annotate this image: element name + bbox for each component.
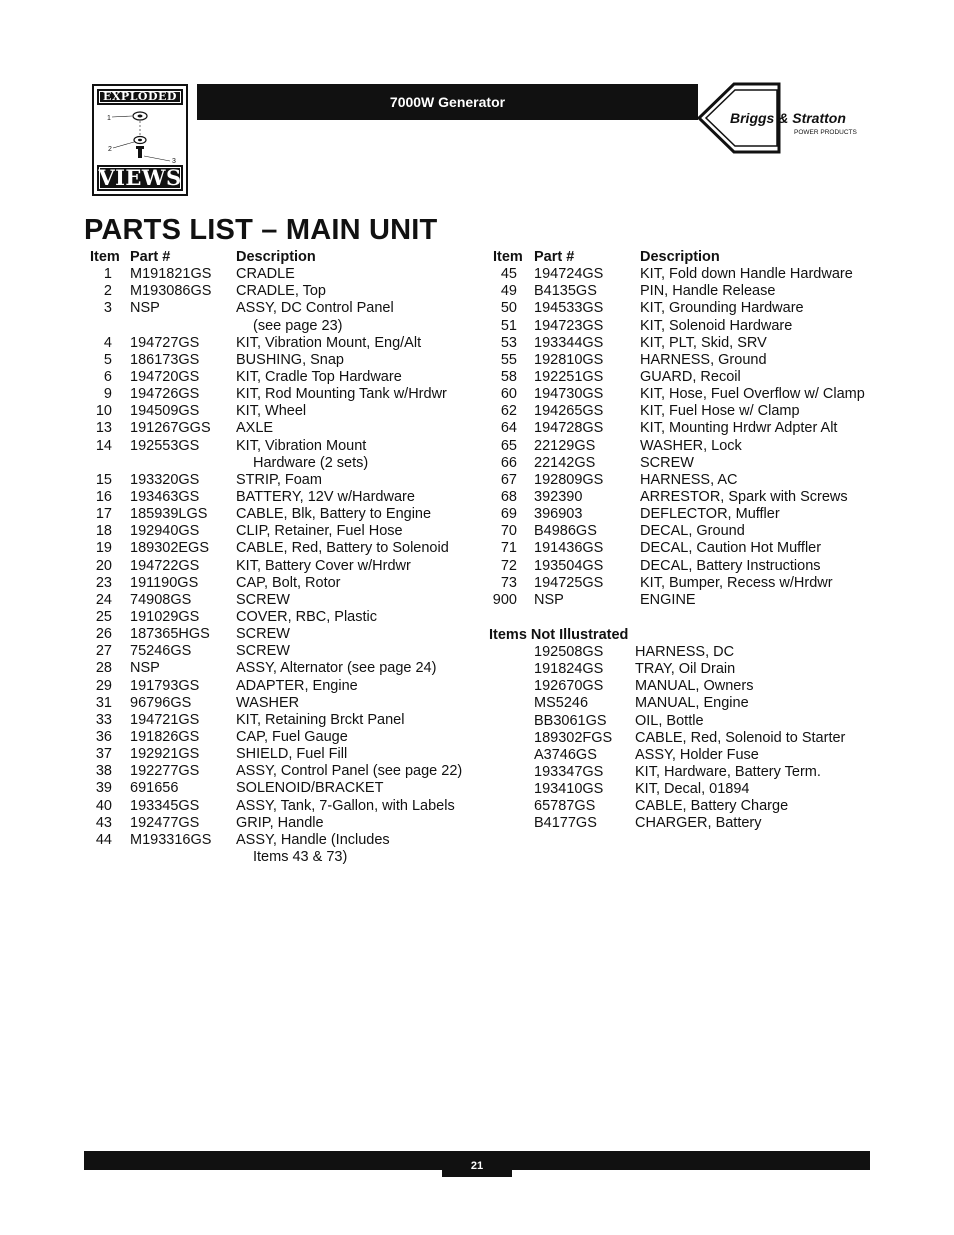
- part-number-cell: M193316GS: [130, 831, 212, 848]
- description-cell: CRADLE: [236, 266, 295, 283]
- description-cell: KIT, Hose, Fuel Overflow w/ Clamp: [640, 386, 865, 403]
- description-cell: CABLE, Red, Battery to Solenoid: [236, 540, 449, 557]
- part-number-cell: M193086GS: [130, 283, 212, 300]
- description-cell: KIT, Grounding Hardware: [640, 300, 804, 317]
- description-cell: Hardware (2 sets): [253, 454, 369, 471]
- part-number-cell: 193320GS: [130, 471, 200, 488]
- description-cell: KIT, Bumper, Recess w/Hrdwr: [640, 574, 833, 591]
- item-cell: 67: [500, 471, 517, 488]
- part-number-cell: 192809GS: [534, 471, 604, 488]
- description-cell: KIT, Wheel: [236, 403, 307, 420]
- table-row-continuation: [0, 849, 470, 866]
- description-cell: ASSY, DC Control Panel: [236, 300, 394, 317]
- page-number: 21: [470, 1160, 484, 1172]
- item-cell: 45: [500, 266, 517, 283]
- table-row: [0, 644, 954, 661]
- table-row: [0, 300, 470, 317]
- item-cell: 13: [95, 420, 112, 437]
- table-row: [0, 506, 470, 523]
- part-number-cell: 194533GS: [534, 300, 604, 317]
- part-number-cell: 194730GS: [534, 386, 604, 403]
- part-number-cell: NSP: [534, 591, 564, 608]
- table-row: [0, 764, 954, 781]
- description-cell: COVER, RBC, Plastic: [236, 608, 377, 625]
- logo-top-text: EXPLODED: [97, 89, 183, 105]
- part-number-cell: 193463GS: [130, 488, 200, 505]
- description-cell: HARNESS, Ground: [640, 351, 767, 368]
- table-row: [0, 592, 470, 609]
- part-number-cell: 194727GS: [130, 334, 200, 351]
- table-row: [470, 540, 954, 557]
- table-row: [470, 386, 954, 403]
- part-number-cell: 192508GS: [534, 644, 604, 660]
- table-row: [0, 747, 954, 764]
- item-cell: 19: [95, 540, 112, 557]
- item-cell: 44: [95, 831, 112, 848]
- table-row-continuation: [0, 318, 470, 335]
- table-row: [0, 730, 954, 747]
- item-cell: 15: [95, 471, 112, 488]
- description-cell: ARRESTOR, Spark with Screws: [640, 488, 848, 505]
- table-row: [0, 626, 470, 643]
- header-item: Item: [90, 249, 120, 265]
- table-row: [0, 781, 954, 798]
- table-row: [0, 678, 954, 695]
- description-cell: HARNESS, DC: [635, 644, 735, 660]
- item-cell: 51: [500, 317, 517, 334]
- table-row: [0, 386, 470, 403]
- description-cell: KIT, Fuel Hose w/ Clamp: [640, 403, 800, 420]
- part-number-cell: 22129GS: [534, 437, 596, 454]
- description-cell: BATTERY, 12V w/Hardware: [236, 488, 415, 505]
- part-number-cell: 22142GS: [534, 454, 596, 471]
- page-number-tab: [442, 1151, 512, 1177]
- item-cell: 33: [95, 711, 112, 728]
- item-cell: 9: [103, 386, 112, 403]
- table-row-continuation: [0, 455, 470, 472]
- description-cell: MANUAL, Owners: [635, 678, 754, 695]
- item-cell: 58: [500, 368, 517, 385]
- table-row: [0, 713, 954, 730]
- part-number-cell: 691656: [130, 780, 179, 797]
- header-bar: [197, 84, 698, 120]
- part-number-cell: 193344GS: [534, 334, 604, 351]
- part-number-cell: A3746GS: [534, 746, 597, 763]
- part-number-cell: 192810GS: [534, 351, 604, 368]
- description-cell: CAP, Bolt, Rotor: [236, 574, 341, 591]
- item-cell: 4: [103, 334, 112, 351]
- description-cell: ASSY, Control Panel (see page 22): [236, 763, 463, 780]
- item-cell: 53: [500, 334, 517, 351]
- parts-table-right: [470, 249, 954, 609]
- table-row: [470, 335, 954, 352]
- description-cell: ASSY, Holder Fuse: [635, 746, 759, 763]
- table-row: [0, 438, 470, 455]
- callout-1: 1: [107, 115, 111, 122]
- part-number-cell: B4986GS: [534, 523, 597, 540]
- header-item: Item: [493, 249, 523, 265]
- part-number-cell: 193504GS: [534, 557, 604, 574]
- table-row: [470, 318, 954, 335]
- item-cell: 65: [500, 437, 517, 454]
- description-cell: KIT, Rod Mounting Tank w/Hrdwr: [236, 386, 447, 403]
- item-cell: 17: [95, 506, 112, 523]
- part-number-cell: 194265GS: [534, 403, 604, 420]
- description-cell: ENGINE: [640, 591, 696, 608]
- description-cell: SHIELD, Fuel Fill: [236, 746, 348, 763]
- description-cell: CABLE, Blk, Battery to Engine: [236, 506, 432, 523]
- part-number-cell: 187365HGS: [130, 626, 210, 643]
- logo-bottom-text: VIEWS: [98, 165, 182, 190]
- table-row: [0, 489, 470, 506]
- description-cell: WASHER: [236, 694, 300, 711]
- item-cell: 24: [95, 591, 112, 608]
- item-cell: 36: [95, 728, 112, 745]
- description-cell: WASHER, Lock: [640, 437, 742, 454]
- table-row: [470, 575, 954, 592]
- item-cell: 26: [95, 626, 112, 643]
- description-cell: ADAPTER, Engine: [236, 677, 358, 694]
- part-number-cell: 96796GS: [130, 694, 192, 711]
- part-number-cell: B4135GS: [534, 283, 597, 300]
- description-cell: TRAY, Oil Drain: [635, 661, 736, 678]
- table-row: [0, 335, 470, 352]
- description-cell: SOLENOID/BRACKET: [236, 780, 384, 797]
- description-cell: Items 43 & 73): [253, 848, 348, 865]
- table-row: [470, 558, 954, 575]
- item-cell: 37: [95, 746, 112, 763]
- description-cell: CHARGER, Battery: [635, 815, 762, 832]
- part-number-cell: 194725GS: [534, 574, 604, 591]
- table-row: [470, 352, 954, 369]
- item-cell: 29: [95, 677, 112, 694]
- item-cell: 64: [500, 420, 517, 437]
- part-number-cell: 392390: [534, 488, 583, 505]
- table-row: [470, 300, 954, 317]
- brand-tagline: POWER PRODUCTS: [794, 129, 857, 136]
- description-cell: GUARD, Recoil: [640, 368, 741, 385]
- description-cell: DEFLECTOR, Muffler: [640, 506, 780, 523]
- table-row: [470, 506, 954, 523]
- part-number-cell: 189302FGS: [534, 729, 613, 746]
- exploded-views-logo: [92, 84, 188, 196]
- table-row: [0, 540, 470, 557]
- part-number-cell: 189302EGS: [130, 540, 210, 557]
- description-cell: CAP, Fuel Gauge: [236, 728, 348, 745]
- description-cell: CRADLE, Top: [236, 283, 326, 300]
- part-number-cell: 191267GGS: [130, 420, 211, 437]
- table-row: [0, 832, 470, 849]
- description-cell: KIT, Fold down Handle Hardware: [640, 266, 853, 283]
- description-cell: KIT, Decal, 01894: [635, 781, 750, 798]
- item-cell: 23: [95, 574, 112, 591]
- part-number-cell: 192921GS: [130, 746, 200, 763]
- part-number-cell: 194723GS: [534, 317, 604, 334]
- description-cell: BUSHING, Snap: [236, 351, 344, 368]
- description-cell: KIT, PLT, Skid, SRV: [640, 334, 767, 351]
- description-cell: AXLE: [236, 420, 274, 437]
- description-cell: OIL, Bottle: [635, 712, 704, 729]
- item-cell: 38: [95, 763, 112, 780]
- description-cell: HARNESS, AC: [640, 471, 738, 488]
- header-description: Description: [640, 249, 720, 265]
- item-cell: 28: [95, 660, 112, 677]
- item-cell: 68: [500, 488, 517, 505]
- not-illustrated-title: Items Not Illustrated: [489, 627, 629, 643]
- item-cell: 3: [103, 300, 112, 317]
- description-cell: GRIP, Handle: [236, 814, 324, 831]
- part-number-cell: NSP: [130, 660, 160, 677]
- header-title: 7000W Generator: [389, 94, 506, 110]
- description-cell: (see page 23): [253, 317, 343, 334]
- header-part: Part #: [130, 249, 171, 265]
- description-cell: KIT, Solenoid Hardware: [640, 317, 793, 334]
- part-number-cell: 191826GS: [130, 728, 200, 745]
- description-cell: SCREW: [236, 643, 290, 660]
- part-number-cell: 396903: [534, 506, 583, 523]
- item-cell: 6: [103, 368, 112, 385]
- description-cell: KIT, Mounting Hrdwr Adpter Alt: [640, 420, 838, 437]
- item-cell: 18: [95, 523, 112, 540]
- table-row: [0, 420, 470, 437]
- item-cell: 5: [103, 351, 112, 368]
- item-cell: 60: [500, 386, 517, 403]
- description-cell: ASSY, Alternator (see page 24): [236, 660, 437, 677]
- part-number-cell: 192940GS: [130, 523, 200, 540]
- item-cell: 40: [95, 797, 112, 814]
- part-number-cell: 191824GS: [534, 661, 604, 678]
- description-cell: PIN, Handle Release: [640, 283, 776, 300]
- description-cell: KIT, Hardware, Battery Term.: [635, 763, 821, 780]
- description-cell: KIT, Retaining Brckt Panel: [236, 711, 405, 728]
- item-cell: 39: [95, 780, 112, 797]
- table-row: [470, 266, 954, 283]
- table-body: [470, 266, 954, 609]
- item-cell: 16: [95, 488, 112, 505]
- part-number-cell: 194720GS: [130, 368, 200, 385]
- table-row: [0, 661, 954, 678]
- callout-2: 2: [108, 146, 112, 153]
- part-number-cell: 194724GS: [534, 266, 604, 283]
- part-number-cell: 192670GS: [534, 678, 604, 695]
- item-cell: 70: [500, 523, 517, 540]
- item-cell: 20: [95, 557, 112, 574]
- item-cell: 71: [500, 540, 517, 557]
- header-description: Description: [236, 249, 316, 265]
- description-cell: SCREW: [640, 454, 694, 471]
- callout-3: 3: [172, 158, 176, 164]
- table-row: [470, 523, 954, 540]
- item-cell: 25: [95, 608, 112, 625]
- part-number-cell: 194726GS: [130, 386, 200, 403]
- part-number-cell: BB3061GS: [534, 712, 607, 729]
- description-cell: KIT, Vibration Mount, Eng/Alt: [236, 334, 422, 351]
- description-cell: CABLE, Battery Charge: [635, 798, 789, 815]
- table-row: [470, 403, 954, 420]
- table-header: [470, 249, 954, 266]
- part-number-cell: B4177GS: [534, 815, 597, 832]
- part-number-cell: 191793GS: [130, 677, 200, 694]
- part-number-cell: NSP: [130, 300, 160, 317]
- table-row: [0, 798, 954, 815]
- item-cell: 50: [500, 300, 517, 317]
- briggs-stratton-logo: [697, 82, 872, 154]
- part-number-cell: 75246GS: [130, 643, 192, 660]
- part-number-cell: 191029GS: [130, 608, 200, 625]
- part-number-cell: 192553GS: [130, 437, 200, 454]
- part-number-cell: 193410GS: [534, 781, 604, 798]
- header-part: Part #: [534, 249, 575, 265]
- table-row: [470, 455, 954, 472]
- part-number-cell: 192477GS: [130, 814, 200, 831]
- description-cell: KIT, Vibration Mount: [236, 437, 367, 454]
- item-cell: 73: [500, 574, 517, 591]
- description-cell: MANUAL, Engine: [635, 695, 749, 712]
- part-number-cell: 194509GS: [130, 403, 200, 420]
- table-row: [0, 283, 470, 300]
- table-row: [0, 352, 470, 369]
- table-row: [470, 592, 954, 609]
- page-title: PARTS LIST – MAIN UNIT: [84, 214, 438, 246]
- table-header: [0, 249, 470, 266]
- item-cell: 66: [500, 454, 517, 471]
- item-cell: 10: [95, 403, 112, 420]
- part-number-cell: MS5246: [534, 695, 589, 712]
- exploded-parts-icon: [94, 106, 186, 164]
- table-row: [0, 695, 954, 712]
- description-cell: DECAL, Ground: [640, 523, 745, 540]
- table-row: [470, 283, 954, 300]
- item-cell: 62: [500, 403, 517, 420]
- part-number-cell: 193347GS: [534, 763, 604, 780]
- table-row: [470, 472, 954, 489]
- description-cell: STRIP, Foam: [236, 471, 322, 488]
- item-cell: 1: [103, 266, 112, 283]
- item-cell: 900: [492, 591, 517, 608]
- table-row: [0, 369, 470, 386]
- table-row: [470, 420, 954, 437]
- table-row: [0, 523, 470, 540]
- part-number-cell: 194728GS: [534, 420, 604, 437]
- description-cell: ASSY, Handle (Includes: [236, 831, 390, 848]
- part-number-cell: 192277GS: [130, 763, 200, 780]
- table-row: [0, 609, 470, 626]
- part-number-cell: 185939LGS: [130, 506, 208, 523]
- description-cell: SCREW: [236, 626, 290, 643]
- table-row: [0, 558, 470, 575]
- table-row: [0, 575, 470, 592]
- brand-name: Briggs & Stratton: [730, 110, 846, 126]
- description-cell: CABLE, Red, Solenoid to Starter: [635, 729, 846, 746]
- item-cell: 49: [500, 283, 517, 300]
- part-number-cell: 191436GS: [534, 540, 604, 557]
- part-number-cell: 65787GS: [534, 798, 596, 815]
- item-cell: 69: [500, 506, 517, 523]
- description-cell: KIT, Cradle Top Hardware: [236, 368, 402, 385]
- table-row: [0, 472, 470, 489]
- part-number-cell: 194722GS: [130, 557, 200, 574]
- description-cell: CLIP, Retainer, Fuel Hose: [236, 523, 403, 540]
- description-cell: SCREW: [236, 591, 290, 608]
- description-cell: ASSY, Tank, 7-Gallon, with Labels: [236, 797, 455, 814]
- part-number-cell: 194721GS: [130, 711, 200, 728]
- item-cell: 31: [95, 694, 112, 711]
- table-row: [0, 403, 470, 420]
- part-number-cell: 74908GS: [130, 591, 192, 608]
- table-row: [0, 266, 470, 283]
- part-number-cell: 192251GS: [534, 368, 604, 385]
- table-row: [470, 369, 954, 386]
- item-cell: 14: [95, 437, 112, 454]
- part-number-cell: 186173GS: [130, 351, 200, 368]
- not-illustrated-table: [0, 644, 954, 833]
- item-cell: 27: [95, 643, 112, 660]
- part-number-cell: 191190GS: [130, 574, 199, 591]
- item-cell: 72: [500, 557, 517, 574]
- table-row: [470, 438, 954, 455]
- part-number-cell: 193345GS: [130, 797, 200, 814]
- item-cell: 2: [103, 283, 112, 300]
- description-cell: KIT, Battery Cover w/Hrdwr: [236, 557, 411, 574]
- description-cell: DECAL, Battery Instructions: [640, 557, 821, 574]
- table-row: [470, 489, 954, 506]
- part-number-cell: M191821GS: [130, 266, 212, 283]
- item-cell: 43: [95, 814, 112, 831]
- description-cell: DECAL, Caution Hot Muffler: [640, 540, 822, 557]
- table-row: [0, 815, 954, 832]
- item-cell: 55: [500, 351, 517, 368]
